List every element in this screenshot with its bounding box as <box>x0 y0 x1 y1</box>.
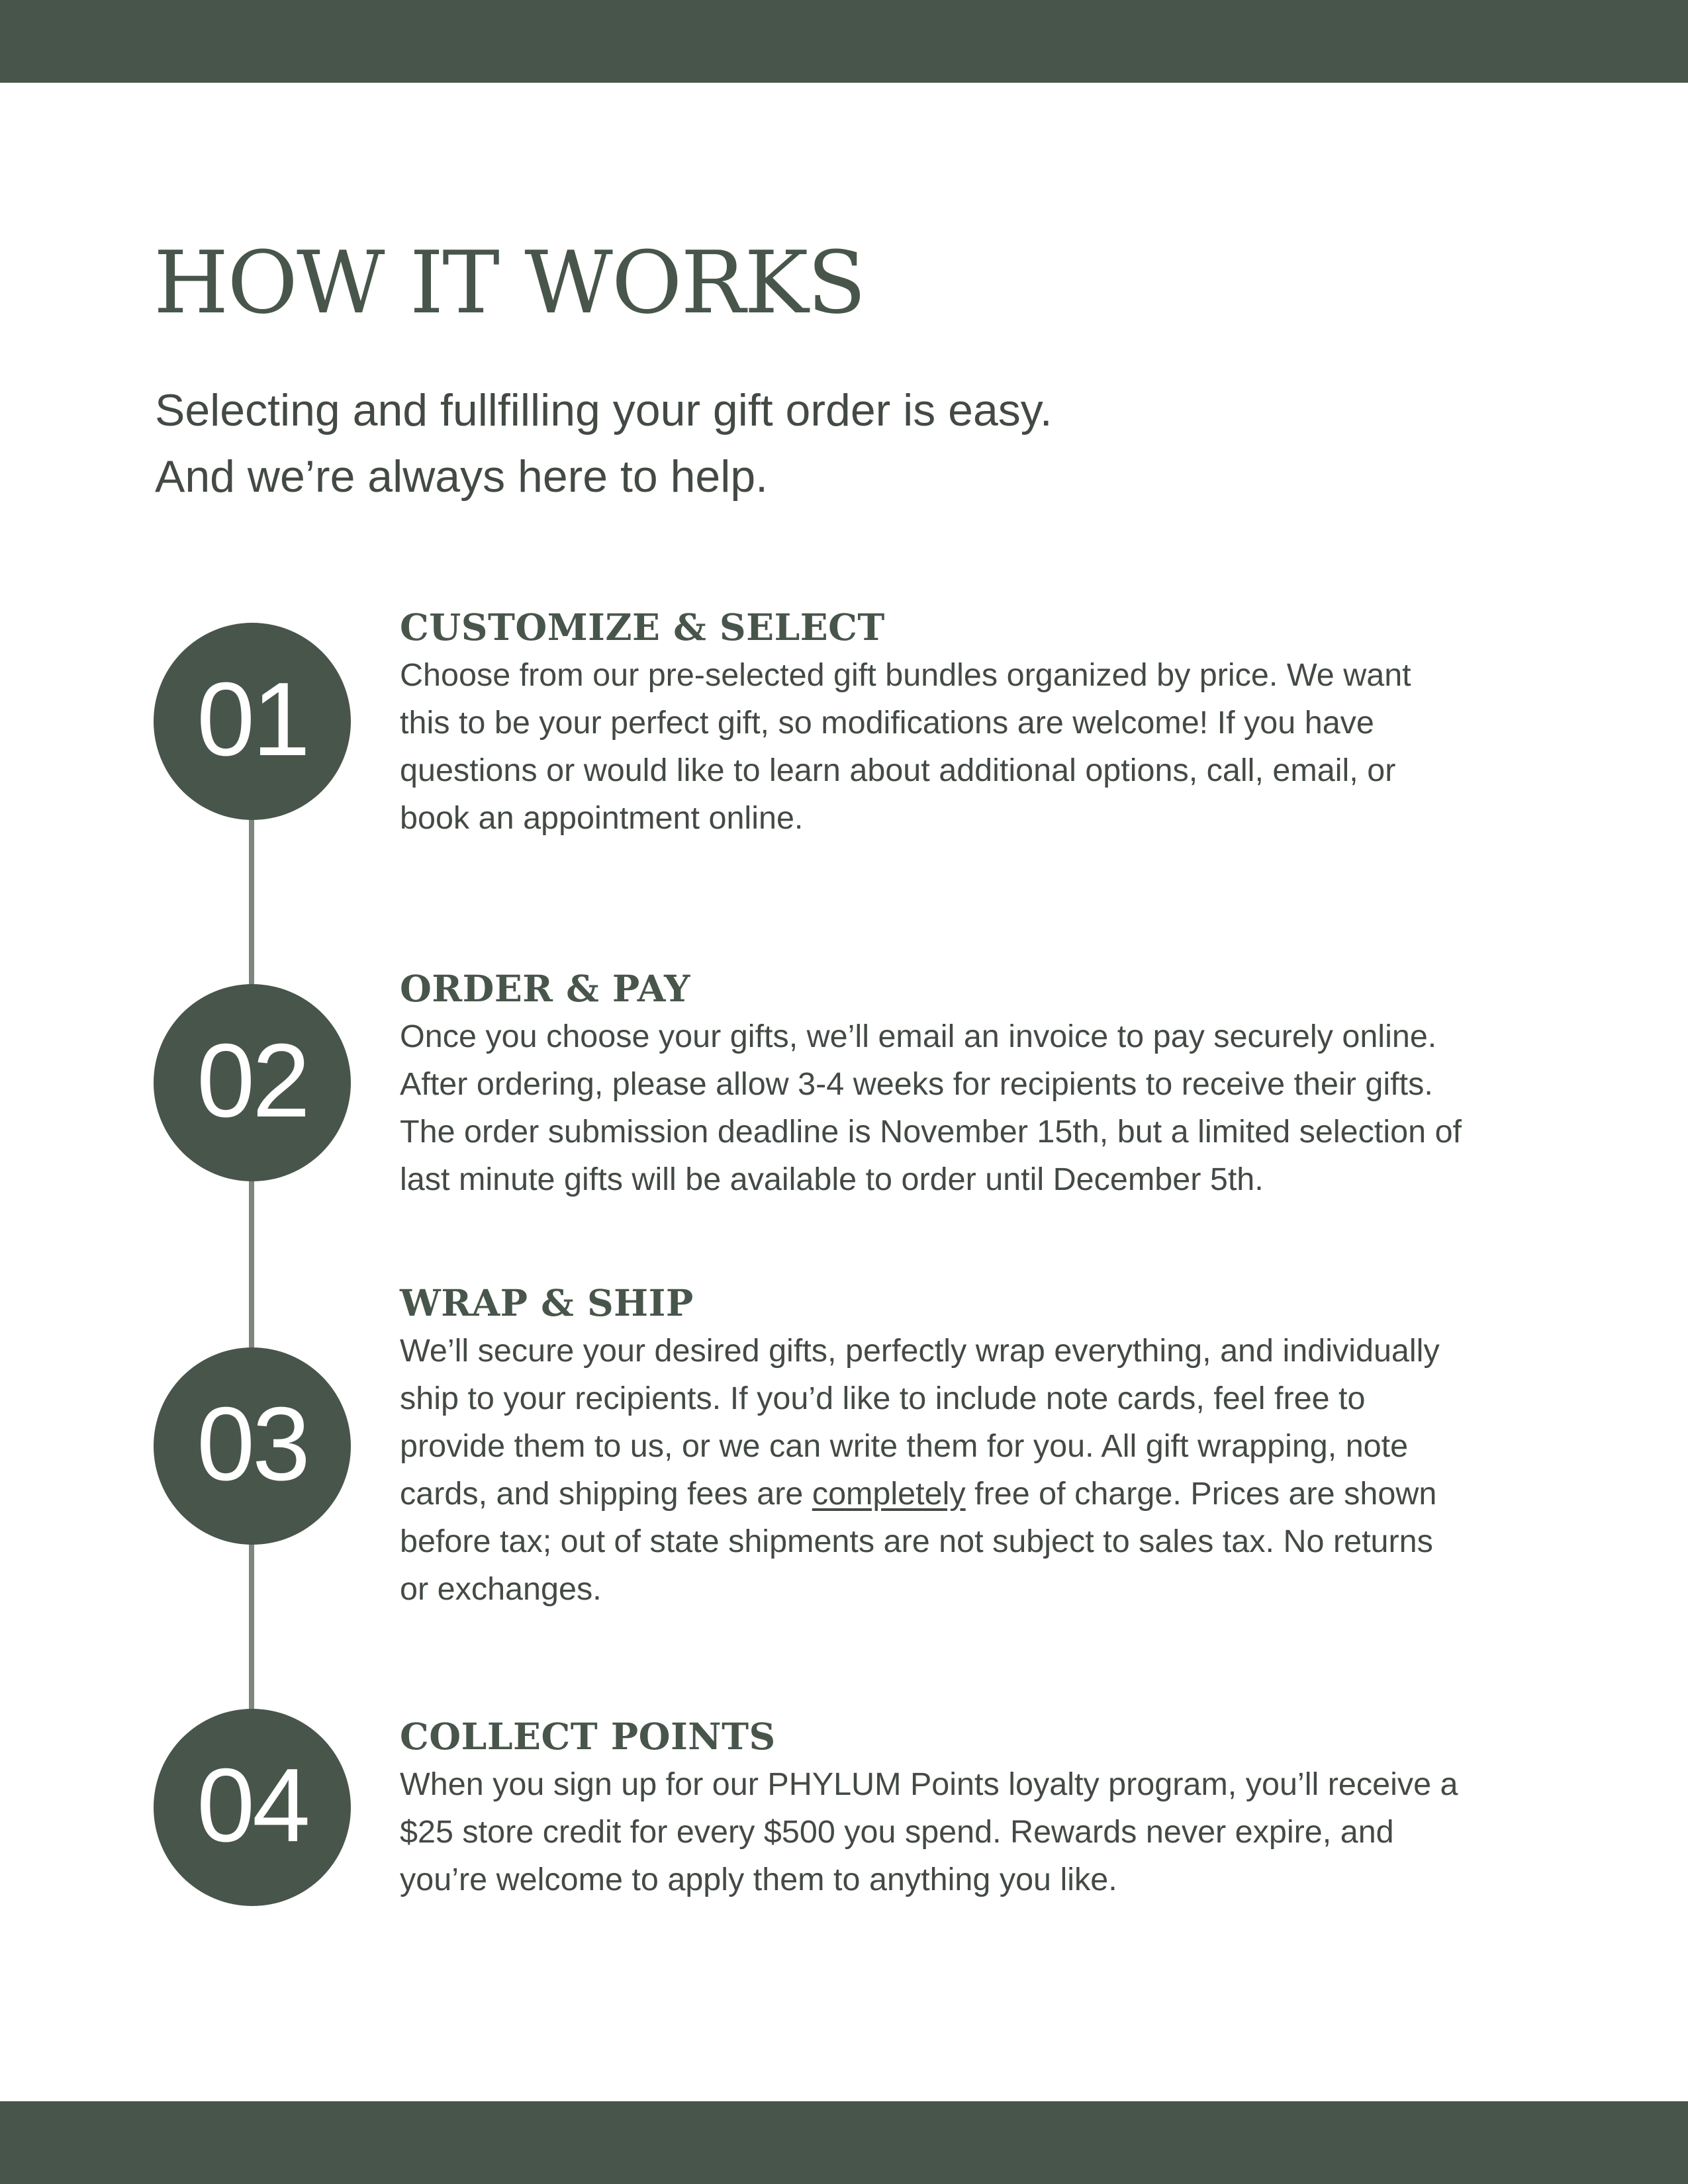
step-description-line: before tax; out of state shipments are not subject to sales tax. No returns <box>400 1524 1433 1559</box>
step-description-line: last minute gifts will be available to order until December 5th. <box>400 1161 1264 1197</box>
timeline-connector-line <box>249 761 254 1754</box>
step-description-line: $25 store credit for every $500 you spend. Rewards never expire, and <box>400 1814 1394 1850</box>
top-banner-bar <box>0 0 1688 83</box>
step-number: 02 <box>197 1023 308 1139</box>
step-order-pay <box>400 965 1519 1203</box>
step-number: 01 <box>197 661 308 778</box>
step-heading: CUSTOMIZE & SELECT <box>400 606 885 649</box>
subtitle-line: And we’re always here to help. <box>155 451 769 502</box>
step-description <box>400 651 1519 842</box>
step-description-line <box>400 1470 1519 1518</box>
step-description-line: you’re welcome to apply them to anything you like. <box>400 1862 1117 1897</box>
step-description-line: questions or would like to learn about additional options, call, email, or <box>400 752 1396 788</box>
step-number-badge-01 <box>154 623 351 820</box>
page-subtitle <box>155 377 1053 510</box>
step-description-line: this to be your perfect gift, so modifications are welcome! If you have <box>400 705 1374 741</box>
step-number: 04 <box>197 1747 308 1864</box>
bottom-banner-bar <box>0 2101 1688 2184</box>
step-customize-select <box>400 604 1519 842</box>
step-number: 03 <box>197 1386 308 1502</box>
step-description-line: We’ll secure your desired gifts, perfectly wrap everything, and individually <box>400 1333 1440 1369</box>
step-description-line: After ordering, please allow 3-4 weeks for recipients to receive their gifts. <box>400 1066 1433 1102</box>
step-description-line: Once you choose your gifts, we’ll email an invoice to pay securely online. <box>400 1019 1437 1054</box>
step-number-badge-04 <box>154 1709 351 1906</box>
step-collect-points <box>400 1713 1519 1903</box>
emphasis-underlined: completely <box>812 1476 966 1512</box>
step-description <box>400 1013 1519 1203</box>
subtitle-line: Selecting and fullfilling your gift order is easy. <box>155 385 1053 435</box>
step-number-badge-03 <box>154 1347 351 1545</box>
text-run: free of charge. Prices are shown <box>965 1476 1437 1512</box>
step-description-line: When you sign up for our PHYLUM Points loyalty program, you’ll receive a <box>400 1766 1458 1802</box>
step-description <box>400 1760 1519 1903</box>
step-number-badge-02 <box>154 984 351 1181</box>
step-heading: WRAP & SHIP <box>400 1281 694 1324</box>
step-description-line: ship to your recipients. If you’d like to include note cards, feel free to <box>400 1381 1366 1416</box>
step-description <box>400 1327 1519 1613</box>
step-description-line: book an appointment online. <box>400 800 804 836</box>
step-heading: ORDER & PAY <box>400 967 690 1010</box>
page-title: HOW IT WORKS <box>154 232 865 333</box>
step-description-line: provide them to us, or we can write them for you. All gift wrapping, note <box>400 1428 1409 1464</box>
step-description-line: The order submission deadline is November 15th, but a limited selection of <box>400 1114 1462 1150</box>
step-description-line: or exchanges. <box>400 1571 602 1607</box>
step-description-line: Choose from our pre-selected gift bundles organized by price. We want <box>400 657 1411 693</box>
step-heading: COLLECT POINTS <box>400 1715 776 1758</box>
text-run: cards, and shipping fees are <box>400 1476 812 1512</box>
step-wrap-ship <box>400 1279 1519 1613</box>
